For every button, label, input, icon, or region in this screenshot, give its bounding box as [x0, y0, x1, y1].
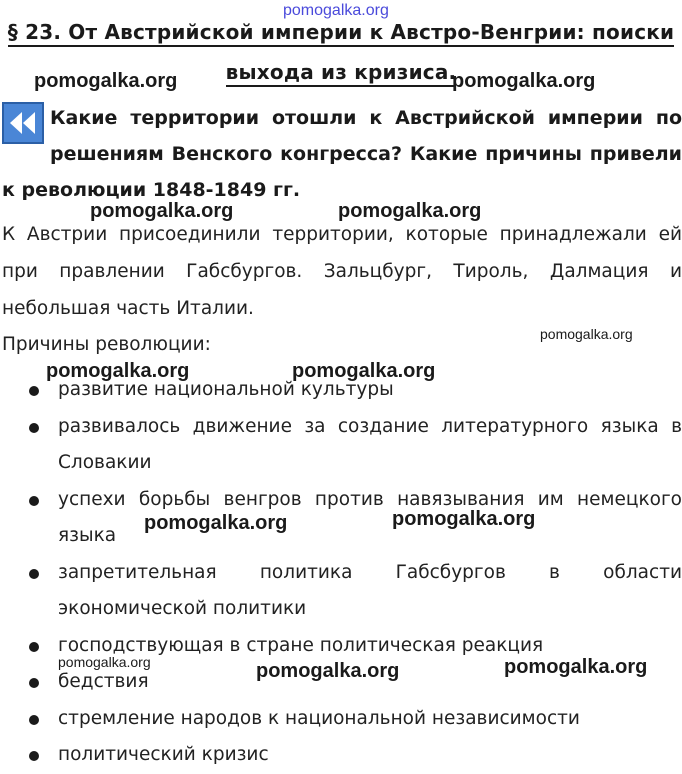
list-item-text: развивалось движение за создание литературного языка в Словакии	[58, 415, 682, 473]
list-item	[0, 409, 682, 482]
watermark: pomogalka.org	[392, 508, 536, 530]
list-item-text: стремление народов к национальной независимости	[58, 707, 580, 729]
list-item	[0, 372, 682, 409]
list-item-text: запретительная политика Габсбургов в области экономической политики	[58, 561, 682, 619]
watermark: pomogalka.org	[504, 656, 648, 678]
bullet-icon	[29, 751, 39, 761]
list-item	[0, 701, 682, 738]
watermark: pomogalka.org	[34, 70, 178, 92]
list-item-text: господствующая в стране политическая реакция	[58, 634, 544, 656]
bullet-icon	[29, 569, 39, 579]
causes-label: Причины революции:	[2, 334, 211, 355]
causes-list	[0, 372, 682, 774]
section-title-text-1: § 23. От Австрийской империи к Австро-Венгрии: поиски	[8, 20, 675, 47]
watermark: pomogalka.org	[90, 200, 234, 222]
list-item-text: бедствия	[58, 671, 149, 692]
section-title-line1	[0, 20, 682, 44]
list-item-text: успехи борьбы венгров против навязывания им немецкого языка	[58, 488, 682, 546]
list-item-text: развитие национальной культуры	[58, 379, 394, 400]
answer-text: К Австрии присоединили территории, которые принадлежали ей при правлении Габсбургов. Зальцбург, Тироль, Далмация и небольшая часть Италии.	[2, 224, 682, 319]
watermark: pomogalka.org	[144, 512, 288, 534]
watermark: pomogalka.org	[540, 326, 633, 342]
bullet-icon	[29, 642, 39, 652]
list-item	[0, 737, 682, 774]
bullet-icon	[29, 496, 39, 506]
watermark: pomogalka.org	[292, 360, 436, 382]
watermark: pomogalka.org	[58, 654, 151, 670]
watermark: pomogalka.org	[46, 360, 190, 382]
bullet-icon	[29, 386, 39, 396]
list-item	[0, 482, 682, 555]
watermark: pomogalka.org	[452, 70, 596, 92]
question-text: Какие территории отошли к Австрийской империи по решениям Венского конгресса? Какие причины привели к революции 1848-1849 гг.	[2, 107, 682, 201]
watermark: pomogalka.org	[256, 660, 400, 682]
section-title-text-2: выхода из кризиса.	[226, 60, 457, 87]
bullet-icon	[29, 423, 39, 433]
watermark: pomogalka.org	[338, 200, 482, 222]
list-item-text: политический кризис	[58, 744, 269, 765]
question-block	[2, 100, 682, 208]
bullet-icon	[29, 678, 39, 688]
rewind-icon[interactable]	[2, 102, 44, 144]
watermark-top: pomogalka.org	[283, 2, 389, 19]
bullet-icon	[29, 715, 39, 725]
list-item	[0, 555, 682, 628]
